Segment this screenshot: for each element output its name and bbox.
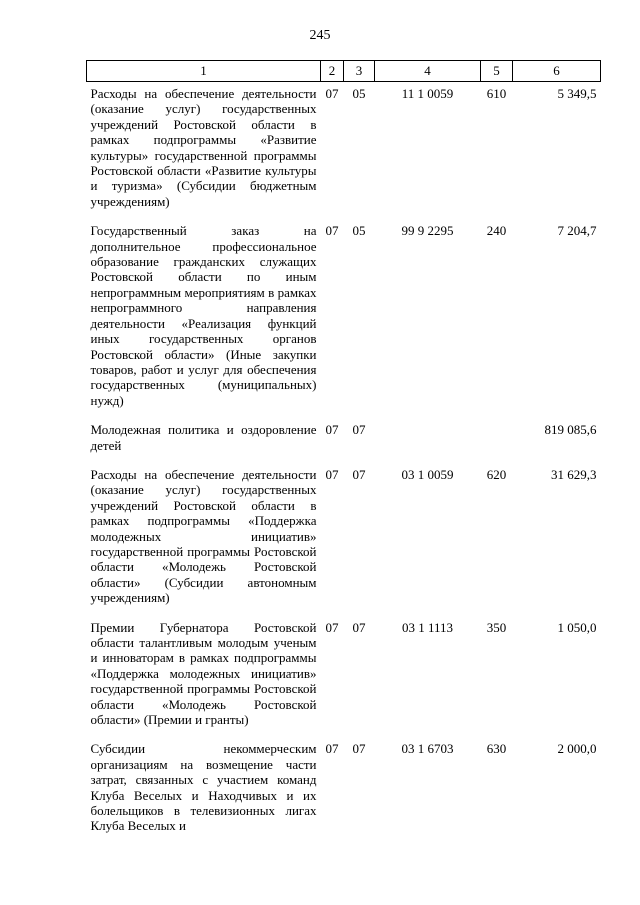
- header-col-3: 3: [344, 61, 375, 82]
- table-row: [87, 219, 601, 418]
- row-amount: 7 204,7: [557, 223, 597, 239]
- header-col-4: 4: [375, 61, 481, 82]
- row-rz: 07: [325, 422, 339, 438]
- row-csr: 03 1 1113: [401, 619, 454, 635]
- row-amount: 2 000,0: [557, 741, 597, 757]
- row-rz: 07: [325, 741, 339, 757]
- row-pr: 05: [352, 86, 366, 101]
- row-rz: 07: [325, 619, 339, 635]
- row-name: Премии Губернатора Ростовской области талантливым молодым ученым и инноваторам в рамках подпрограммы «Поддержка молодежных инициатив» государственной программы Ростовской области «Молодежь Ростовской области» (Премии и гранты): [90, 619, 317, 728]
- table-row: [87, 737, 601, 843]
- row-amount: 1 050,0: [557, 619, 597, 635]
- row-name: Расходы на обеспечение деятельности (оказание услуг) государственных учреждений Ростовской области в рамках подпрограммы «Развитие культуры» государственной программы Ростовской области «Развитие культуры и туризма» (Субсидии бюджетным учреждениям): [90, 86, 317, 209]
- row-pr: 05: [352, 223, 366, 239]
- row-pr: 07: [352, 619, 366, 635]
- row-pr: 07: [352, 466, 366, 482]
- row-amount: 819 085,6: [544, 422, 597, 438]
- row-name: Молодежная политика и оздоровление детей: [90, 422, 317, 453]
- row-rz: 07: [325, 223, 339, 239]
- row-vr: [481, 418, 513, 463]
- row-vr: 630: [486, 741, 507, 757]
- row-csr: [375, 418, 481, 463]
- header-col-1: 1: [87, 61, 321, 82]
- row-vr: 610: [486, 86, 507, 101]
- row-csr: 03 1 0059: [401, 466, 454, 482]
- row-amount: 31 629,3: [551, 466, 597, 482]
- row-name: Расходы на обеспечение деятельности (оказание услуг) государственных учреждений Ростовской области в рамках подпрограммы «Поддержка молодежных инициатив» государственной программы Ростовской области «Молодежь Ростовской области» (Субсидии автономным учреждениям): [90, 466, 317, 606]
- row-rz: 07: [325, 86, 339, 101]
- header-col-5: 5: [481, 61, 513, 82]
- budget-table: [86, 60, 601, 844]
- row-rz: 07: [325, 466, 339, 482]
- table-row: [87, 418, 601, 463]
- row-vr: 620: [486, 466, 507, 482]
- header-col-2: 2: [321, 61, 344, 82]
- row-csr: 11 1 0059: [401, 86, 454, 101]
- header-col-6: 6: [513, 61, 601, 82]
- row-csr: 03 1 6703: [401, 741, 454, 757]
- header-row: [87, 61, 601, 82]
- table-row: [87, 616, 601, 738]
- page-number: 245: [309, 28, 331, 43]
- row-vr: 350: [486, 619, 507, 635]
- row-pr: 07: [352, 422, 366, 438]
- row-amount: 5 349,5: [557, 86, 597, 101]
- table-row: [87, 463, 601, 616]
- row-name: Субсидии некоммерческим организациям на возмещение части затрат, связанных с участием команд Клуба Веселых и Находчивых и их болельщиков в телевизионных лигах Клуба Веселых и: [90, 741, 317, 834]
- row-vr: 240: [486, 223, 507, 239]
- row-pr: 07: [352, 741, 366, 757]
- table-row: [87, 82, 601, 220]
- row-name: Государственный заказ на дополнительное профессиональное образование гражданских служащих Ростовской области по иным непрограммным мероприятиям в рамках непрограммного направления деятельности «Реализация функций иных государственных органов Ростовской области» (Иные закупки товаров, работ и услуг для обеспечения государственных (муниципальных) нужд): [90, 223, 317, 408]
- row-csr: 99 9 2295: [401, 223, 454, 239]
